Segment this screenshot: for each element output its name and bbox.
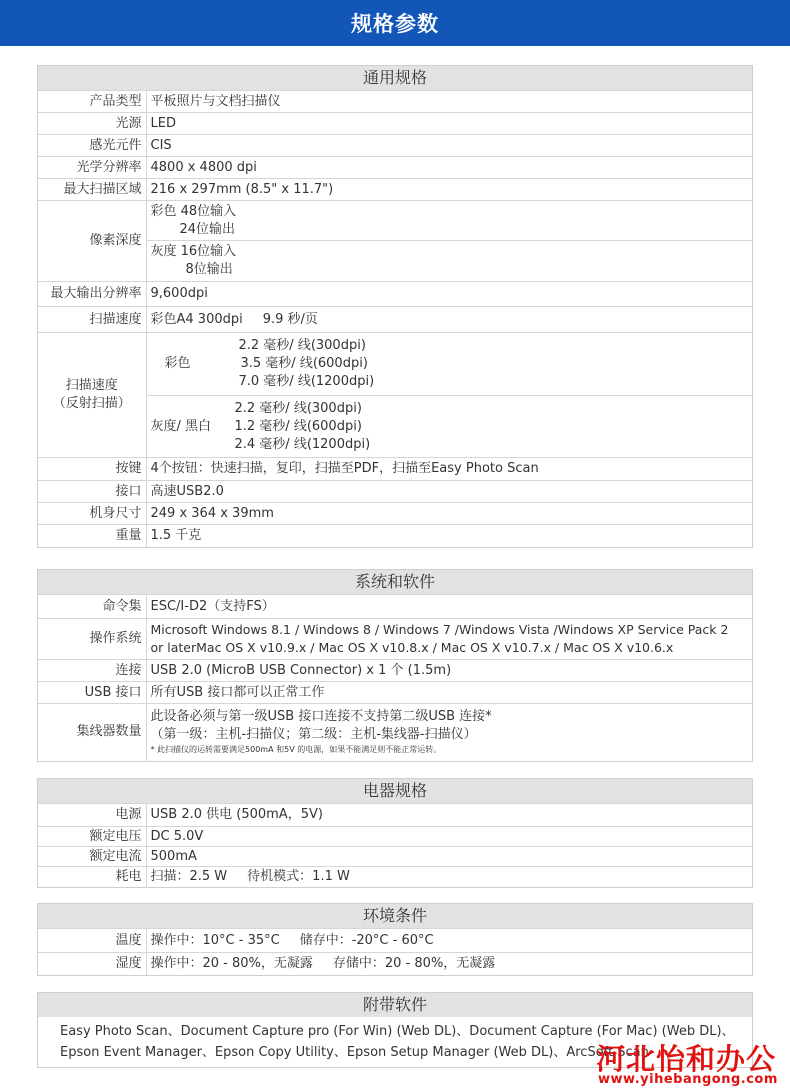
general-specs-section: [37, 65, 753, 548]
pixel-depth-gray-output: 8位输出: [185, 262, 233, 277]
table-row: [38, 179, 752, 201]
spec-value-gray: [146, 396, 752, 458]
spec-value: [146, 307, 752, 333]
reflect-gray-300: 2.2 毫秒/ 线(300dpi): [234, 400, 362, 416]
table-row: [38, 619, 752, 660]
spec-value-color: [146, 333, 752, 396]
spec-value-color: [146, 201, 752, 241]
spec-label: 命令集: [38, 595, 146, 619]
header-banner: [0, 0, 790, 46]
table-row: [38, 503, 752, 525]
table-row: [38, 307, 752, 333]
temperature-storage: 储存中：-20°C - 60°C: [299, 932, 434, 948]
spec-label: 湿度: [38, 953, 146, 975]
spec-label: 操作系统: [38, 619, 146, 660]
environment-section: [37, 903, 753, 976]
spec-label: 最大输出分辨率: [38, 282, 146, 307]
general-specs-table: [38, 90, 752, 547]
table-row: [38, 396, 752, 458]
section-title: 附带软件: [38, 993, 752, 1017]
scan-speed-reflect-sublabel: （反射扫描）: [52, 396, 131, 411]
table-row: [38, 847, 752, 867]
spec-value: 平板照片与文档扫描仪: [146, 91, 752, 113]
spec-label: [38, 333, 146, 458]
environment-table: [38, 928, 752, 975]
spec-value: ESC/I-D2（支持FS）: [146, 595, 752, 619]
reflect-color-1200: 7.0 毫秒/ 线(1200dpi): [238, 374, 375, 389]
electrical-specs-section: [37, 778, 753, 888]
table-row: [38, 595, 752, 619]
table-row: [38, 682, 752, 704]
spec-label: USB 接口: [38, 682, 146, 704]
spec-value: [146, 867, 752, 887]
os-line-1: Microsoft Windows 8.1 / Windows 8 / Windows 7 /Windows Vista /Windows XP Service Pack 2: [150, 622, 729, 637]
scan-speed-reflect-label: 扫描速度: [65, 378, 118, 393]
humidity-storage: 存储中：20 - 80%，无凝露: [332, 955, 496, 971]
scan-speed-time: 9.9 秒/页: [262, 311, 318, 327]
section-title: 电器规格: [38, 779, 752, 803]
spec-value: 4800 x 4800 dpi: [146, 157, 752, 179]
table-row: [38, 282, 752, 307]
table-row: [38, 481, 752, 503]
spec-value: 249 x 364 x 39mm: [146, 503, 752, 525]
system-software-section: [37, 569, 753, 762]
spec-value: CIS: [146, 135, 752, 157]
spec-value: 1.5 千克: [146, 525, 752, 547]
watermark-logo: [594, 1037, 790, 1092]
spec-label: 连接: [38, 660, 146, 682]
spec-label: 光源: [38, 113, 146, 135]
electrical-specs-table: [38, 803, 752, 887]
spec-label: 产品类型: [38, 91, 146, 113]
pixel-depth-color-output: 24位输出: [179, 221, 236, 237]
temperature-operating: 操作中：10°C - 35°C: [150, 932, 280, 948]
pixel-depth-gray-input: 灰度 16位输入: [150, 244, 237, 259]
page-title: 规格参数: [351, 12, 439, 36]
table-row: [38, 91, 752, 113]
table-row: [38, 157, 752, 179]
spec-label: 光学分辨率: [38, 157, 146, 179]
spec-value: DC 5.0V: [146, 827, 752, 847]
spec-value: 216 x 297mm (8.5" x 11.7"): [146, 179, 752, 201]
spec-label: 扫描速度: [38, 307, 146, 333]
spec-label: 额定电流: [38, 847, 146, 867]
section-title: 通用规格: [38, 66, 752, 90]
table-row: [38, 525, 752, 547]
table-row: [38, 953, 752, 975]
humidity-operating: 操作中：20 - 80%，无凝露: [150, 955, 313, 971]
spec-value: [146, 929, 752, 953]
reflect-color-600: 3.5 毫秒/ 线(600dpi): [240, 356, 368, 371]
system-software-table: [38, 594, 752, 761]
spec-value: 9,600dpi: [146, 282, 752, 307]
spec-label: 额定电压: [38, 827, 146, 847]
spec-value: LED: [146, 113, 752, 135]
spec-value: [146, 619, 752, 660]
software-line-2: Epson Event Manager、Epson Copy Utility、Epson Setup Manager (Web DL)、ArcSoft Scan: [60, 1045, 649, 1060]
table-row: [38, 929, 752, 953]
scan-speed-mode: 彩色A4 300dpi: [150, 311, 243, 327]
reflect-color-300: 2.2 毫秒/ 线(300dpi): [238, 338, 366, 353]
table-row: [38, 458, 752, 481]
table-row: [38, 135, 752, 157]
table-row: [38, 113, 752, 135]
consumption-scan: 扫描：2.5 W: [150, 868, 228, 884]
table-row: [38, 704, 752, 761]
section-title: 系统和软件: [38, 570, 752, 594]
hub-footnote: * 此扫描仪的运转需要满足500mA 和5V 的电源，如果不能满足则不能正常运转。: [150, 745, 442, 755]
spec-value: 500mA: [146, 847, 752, 867]
spec-value: 4个按钮：快速扫描，复印，扫描至PDF，扫描至Easy Photo Scan: [146, 458, 752, 481]
reflect-gray-1200: 2.4 毫秒/ 线(1200dpi): [234, 436, 371, 452]
spec-value-gray: [146, 241, 752, 282]
spec-label: 集线器数量: [38, 704, 146, 761]
section-title: 环境条件: [38, 904, 752, 928]
color-sublabel: 彩色: [164, 356, 191, 371]
spec-label: 电源: [38, 804, 146, 827]
watermark-text: 河北怡和办公: [596, 1042, 777, 1076]
software-line-1: Easy Photo Scan、Document Capture pro (For Win) (Web DL)、Document Capture (For Mac) (Web DL)、: [60, 1024, 735, 1039]
spec-label: 像素深度: [38, 201, 146, 282]
table-row: [38, 241, 752, 282]
hub-line-2: （第一级：主机-扫描仪；第二级：主机-集线器-扫描仪）: [150, 727, 477, 743]
os-line-2: or laterMac OS X v10.9.x / Mac OS X v10.8.x / Mac OS X v10.7.x / Mac OS X v10.6.x: [150, 640, 674, 655]
table-row: [38, 827, 752, 847]
table-row: [38, 867, 752, 887]
spec-label: 重量: [38, 525, 146, 547]
spec-label: 接口: [38, 481, 146, 503]
watermark-url: www.yihebangong.com: [598, 1072, 778, 1087]
spec-label: 感光元件: [38, 135, 146, 157]
reflect-gray-600: 1.2 毫秒/ 线(600dpi): [234, 418, 362, 434]
consumption-standby: 待机模式：1.1 W: [247, 868, 350, 884]
table-row: [38, 804, 752, 827]
spec-value: USB 2.0 供电 (500mA，5V): [146, 804, 752, 827]
table-row: [38, 333, 752, 396]
table-row: [38, 660, 752, 682]
spec-label: 机身尺寸: [38, 503, 146, 525]
spec-label: 最大扫描区域: [38, 179, 146, 201]
gray-sublabel: 灰度/ 黑白: [150, 418, 212, 434]
pixel-depth-color-input: 彩色 48位输入: [150, 203, 237, 219]
spec-value: 高速USB2.0: [146, 481, 752, 503]
spec-value: USB 2.0 (MicroB USB Connector) x 1 个 (1.5m): [146, 660, 752, 682]
spec-label: 耗电: [38, 867, 146, 887]
spec-label: 温度: [38, 929, 146, 953]
spec-value: [146, 704, 752, 761]
spec-value: 所有USB 接口都可以正常工作: [146, 682, 752, 704]
spec-value: [146, 953, 752, 975]
table-row: [38, 201, 752, 241]
spec-label: 按键: [38, 458, 146, 481]
hub-line-1: 此设备必须与第一级USB 接口连接不支持第二级USB 连接*: [150, 709, 492, 725]
